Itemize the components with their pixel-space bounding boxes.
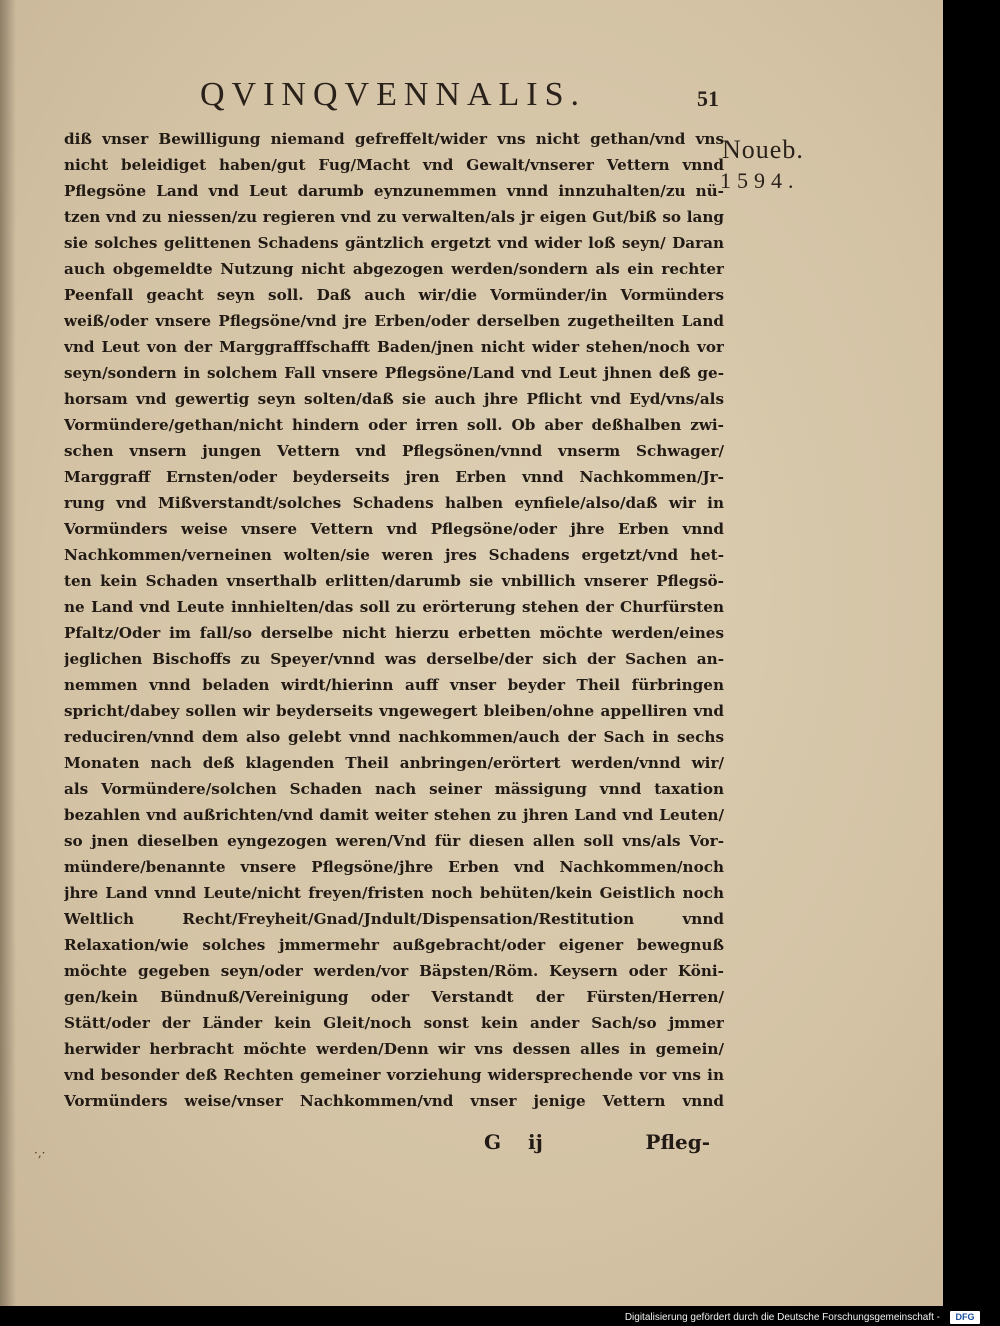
text-line: Peenfall geacht seyn soll. Daß auch wir/die Vormünder/in Vormünders (64, 286, 724, 304)
text-line: Pfaltz/Oder im fall/so derselbe nicht hierzu erbetten möchte werden/eines (64, 624, 724, 642)
page-gutter-shadow (0, 0, 16, 1306)
running-head: QVINQVENNALIS. (200, 76, 587, 113)
text-line: Nachkommen/verneinen wolten/sie weren jres Schadens ergetzt/vnd het- (64, 546, 724, 564)
text-line: Pflegsöne Land vnd Leut darumb eynzunemmen vnnd innzuhalten/zu nü- (64, 182, 724, 200)
margin-note-year: 1594. (720, 168, 800, 193)
text-line: seyn/sondern in solchem Fall vnsere Pflegsöne/Land vnd Leut jhnen deß ge- (64, 364, 724, 382)
text-line: Vormündere/gethan/nicht hindern oder irren soll. Ob aber deßhalben zwi- (64, 416, 724, 434)
text-line: rung vnd Mißverstandt/solches Schadens halben eynfiele/also/daß wir in (64, 494, 724, 512)
text-line: auch obgemeldte Nutzung nicht abgezogen werden/sondern als ein rechter (64, 260, 724, 278)
text-line: vnd besonder deß Rechten gemeiner vorziehung widersprechende vor vns in (64, 1066, 724, 1084)
text-line: Weltlich Recht/Freyheit/Gnad/Jndult/Dispensation/Restitution vnnd (64, 910, 724, 928)
text-line: gen/kein Bündnuß/Vereinigung oder Verstandt der Fürsten/Herren/ (64, 988, 724, 1006)
text-line: herwider herbracht möchte werden/Denn wir vns dessen alles in gemein/ (64, 1040, 724, 1058)
dfg-logo: DFG (950, 1311, 980, 1324)
text-line: diß vnser Bewilligung niemand gefreffelt/wider vns nicht gethan/vnd vns (64, 130, 724, 148)
text-line: nicht beleidiget haben/gut Fug/Macht vnd Gewalt/vnserer Vettern vnnd (64, 156, 724, 174)
text-line: horsam vnd gewertig seyn solten/daß sie auch jhre Pflicht vnd Eyd/vns/als (64, 390, 724, 408)
text-line: reduciren/vnnd dem also gelebt vnnd nachkommen/auch der Sach in sechs (64, 728, 724, 746)
text-line: weiß/oder vnsere Pflegsöne/vnd jre Erben/oder derselben zugetheilten Land (64, 312, 724, 330)
text-line: als Vormündere/solchen Schaden nach seiner mässigung vnnd taxation (64, 780, 724, 798)
edge-mark: ·,· (34, 1146, 46, 1160)
text-line: Vormünders weise/vnser Nachkommen/vnd vnser jenige Vettern vnnd (64, 1092, 724, 1110)
text-line: so jnen dieselben eyngezogen weren/Vnd für diesen allen soll vns/als Vor- (64, 832, 724, 850)
text-line: ten kein Schaden vnserthalb erlitten/darumb sie vnbillich vnserer Pflegsö- (64, 572, 724, 590)
text-line: vnd Leut von der Marggrafffschafft Baden/jnen nicht wider stehen/noch vor (64, 338, 724, 356)
catchword: Pfleg- (645, 1130, 710, 1154)
text-line: jhre Land vnnd Leute/nicht freyen/fristen noch behüten/kein Geistlich noch (64, 884, 724, 902)
text-line: jeglichen Bischoffs zu Speyer/vnnd was derselbe/der sich der Sachen an- (64, 650, 724, 668)
text-line: Monaten nach deß klagenden Theil anbringen/erörtert werden/vnnd wir/ (64, 754, 724, 772)
text-line: Vormünders weise vnsere Vettern vnd Pflegsöne/oder jhre Erben vnnd (64, 520, 724, 538)
text-line: Relaxation/wie solches jmmermehr außgebracht/oder eigener bewegnuß (64, 936, 724, 954)
text-line: Stätt/oder der Länder kein Gleit/noch sonst kein ander Sach/so jmmer (64, 1014, 724, 1032)
signature-number: ij (528, 1130, 543, 1154)
text-line: mündere/benannte vnsere Pflegsöne/jhre Erben vnd Nachkommen/noch (64, 858, 724, 876)
text-line: schen vnsern jungen Vettern vnd Pflegsönen/vnnd vnserm Schwager/ (64, 442, 724, 460)
signature-mark: G (484, 1130, 502, 1154)
text-line: spricht/dabey sollen wir beyderseits vngewegert bleiben/ohne appelliren vnd (64, 702, 724, 720)
text-line: Marggraff Ernsten/oder beyderseits jren Erben vnnd Nachkommen/Jr- (64, 468, 724, 486)
text-line: nemmen vnnd beladen wirdt/hierinn auff vnser beyder Theil fürbringen (64, 676, 724, 694)
text-line: tzen vnd zu niessen/zu regieren vnd zu verwalten/als jr eigen Gut/biß so lang (64, 208, 724, 226)
text-line: bezahlen vnd außrichten/vnd damit weiter stehen zu jhren Land vnd Leuten/ (64, 806, 724, 824)
body-text (64, 126, 724, 1114)
digitization-credit: Digitalisierung gefördert durch die Deutsche Forschungsgemeinschaft - (624, 1312, 940, 1323)
margin-note (722, 134, 832, 196)
text-line: sie solches gelittenen Schadens gäntzlich ergetzt vnd wider loß seyn/ Daran (64, 234, 724, 252)
margin-note-month: Noueb. (722, 135, 804, 164)
text-line: möchte gegeben seyn/oder werden/vor Bäpsten/Röm. Keysern oder Köni- (64, 962, 724, 980)
page-number: 51 (697, 86, 719, 111)
text-line: ne Land vnd Leute innhielten/das soll zu erörterung stehen der Churfürsten (64, 598, 724, 616)
